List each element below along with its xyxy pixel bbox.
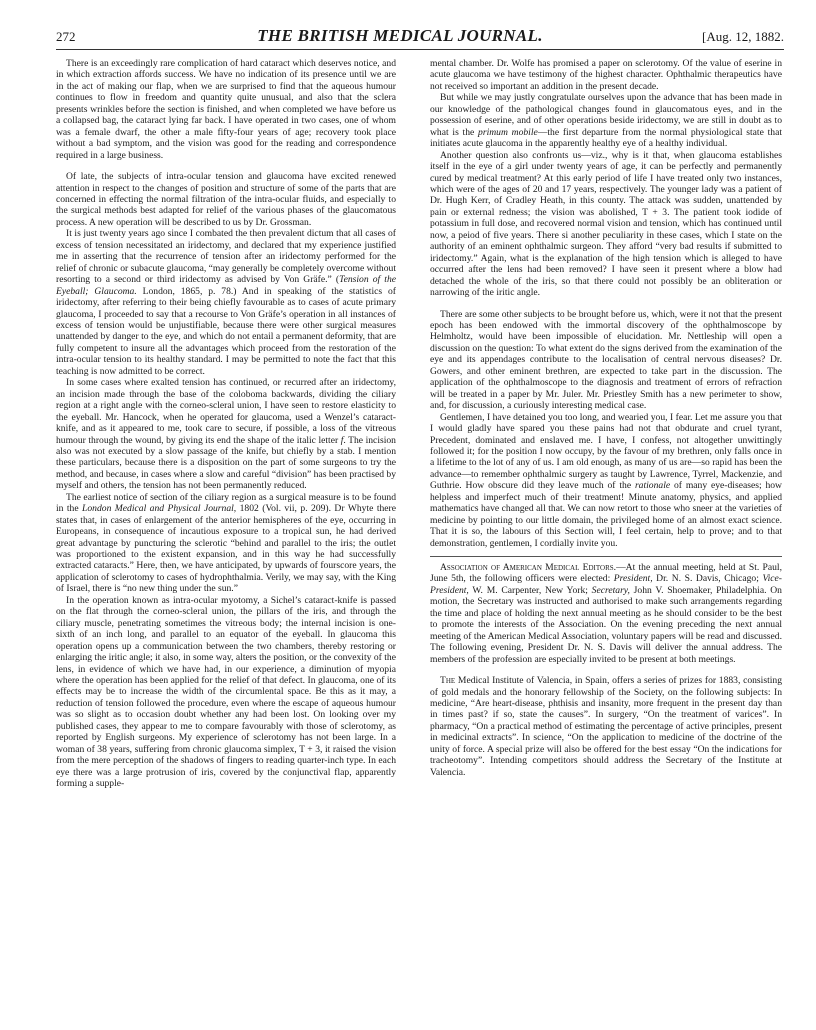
paragraph-twenty-years-ago: [56, 228, 396, 377]
text-run: —At the annual meeting, held at St. Paul, June 5th, the following officers were elected:: [430, 562, 782, 585]
italic-letter: f: [340, 434, 344, 446]
paragraph-another-question: Another question also confronts us—viz., why is it that, when glaucoma establishes itself in the eye of a girl under twenty years of age, it can be perfectly and permanently cured by medical treatment? At this early period of life I have treated only two instances, which were of the ages of 20 and 17 years, respectively. The younger lady was a patient of Dr. Hugh Kerr, of Cradley Heath, in this county. The attack was sudden, unattended by pain or external redness; the vision was abolished, T + 3. The patient took iodide of potassium in full dose, and recovered normal vision and tension, which has continued until now, a peiod of five years. There si another peculiarity in these cases, which I state on the authority of an eminent ophthalmic surgeon. They afford “very bad results if submitted to iridectomy.” Again, what is the explanation of the high tension which is alleged to have occurred after the lens had been removed? I have seen it present where a blow had detached the whole of the iris, so that there could not possibly be an obliteration or narrowing of the iritic angle.: [430, 149, 782, 299]
text-run: But while we may justly congratulate ourselves upon the advance that has been made in our knowledge of the pathological changes found in glaucomatous eyes, and in the possession of eserine, and of other operations beside iridectomy, we are still in doubt as to what is the: [430, 92, 782, 138]
text-run: 1802 (Vol. vii, p. 209). Dr Whyte there states that, in cases of enlargement of the anterior hemispheres of the eye, occurring in Europeans, in consequence of incautious exposure to a tropical sun, he had derived great advantage by puncturing the sclerotic “behind and parallel to the iris; the outlet was proportioned to the existent expansion, and in this way he had successfully extracted cataracts.” Here, then, we have anticipated, by upwards of fourscore years, the application of sclerotomy to cases of hydrophthalmia. Verily, we may say, with the King of Israel, there is “no new thing under the sun.”: [56, 503, 396, 595]
text-run: Medical Institute of Valencia, in Spain, offers a series of prizes for 1883, consisting of gold medals and the honorary fellowship of the Society, on the following subjects: In medicine, “Are heart-disease, phthisis and insanity, more frequent in the present day than in times past? if so, state the causes”. In surgery, “On the treatment of varices”. In pharmacy, “On a practical method of estimating the percentage of active principles, present in medicinal extracts”. In science, “On the application to medicine of the doctrine of the unity of force. A special prize will also be offered for the best essay “On the indications for tracheotomy”. Intending competitors should address the Secretary of the Institute at Valencia.: [430, 675, 782, 778]
text-run: It is just twenty years ago since I combated the then prevalent dictum that all cases of excess of tension necessitated an iridectomy, and declared that my experience justified me in asserting that the recurrence of tension after an iridectomy performed for the relief of chronic or subacute glaucoma, “may generally be completely overcome without resorting to a second or third iridectomy as advised by Von Gräfe.” (: [56, 228, 396, 286]
paragraph-gentlemen: [430, 412, 782, 549]
label-secretary: Secretary,: [591, 584, 630, 596]
paragraph-intraocular-tension: Of late, the subjects of intra-ocular tension and glaucoma have excited renewed attention in respect to the changes of position and structure of some of the parts that are concerned in effecting the normal filtration of the intra-ocular fluids, and especially to the surgical methods best adapted for relief of the various phases of the glaucomatous process. A new operation will be described to us by Dr. Grossman.: [56, 171, 396, 228]
text-run: of many eye-diseases; how helpless and imperfect much of their treatment! Minute anatomy, physics, and applied mathematics have changed all that. We can now retort to those who sneer at the varieties of medicine by pointing to our little domain, the privileged home of an almost exact science. That it is so, the labours of this Section will, I feel certain, help to prove; and to that demonstration, gentlemen, I cordially invite you.: [430, 480, 782, 549]
journal-title: THE BRITISH MEDICAL JOURNAL.: [257, 26, 543, 45]
text-run: —the first departure from the normal physiological state that initiates acute glaucoma in the apparently healthy eye of a healthy individual.: [430, 126, 782, 150]
term-rationale: rationale: [634, 480, 671, 492]
text-run: Gentlemen, I have detained you too long, and wearied you, I fear. Let me assure you that I would gladly have spared you these pains had not that obdurate and cruel tyrant, Precedent, dominated and enslaved me. I have, I confess, not altogether unwittingly followed it; for the position I now occupy, by the favour of my brethren, only falls once in a lifetime to the lot of any of us. I am old enough, as many of us are—so rapid has been the advance—to remember ophthalmic surgery as taught by Lawrence, Tyrrel, Mackenzie, and Guthrie. How obscure did they leave much of the: [430, 411, 782, 492]
section-divider: [430, 556, 782, 557]
lead-word: The: [440, 675, 456, 687]
paragraph-earliest-notice: [56, 492, 396, 595]
paragraph-medical-editors: [430, 562, 782, 665]
text-run: The earliest notice of section of the ciliary region as a surgical measure is to be found in the: [56, 491, 396, 515]
label-vice-president: Vice-President,: [430, 573, 782, 596]
text-run: Dr. N. S. Davis, Chicago;: [652, 573, 763, 585]
paragraph-valencia-institute: [430, 675, 782, 778]
paragraph-other-subjects: There are some other subjects to be brought before us, which, were it not that the present epoch has been endowed with the immortal discovery of the ophthalmoscope by Helmholtz, would have been impossible of elucidation. Mr. Nettleship will open a discussion on the question: To what extent do the signs derived from the examination of the eye and its appendages contribute to the localisation of central nervous diseases? Dr. Gowers, and other eminent brethren, are expected to take part in the discussion. The application of the ophthalmoscope to the diagnosis and treatment of errors of refraction will be treated in a paper by Mr. Juler. Mr. Priestley Smith has a new perimeter to show, and, for discussion, a curiously interesting medical case.: [430, 308, 782, 412]
left-column: [56, 58, 396, 1020]
label-president: President,: [613, 573, 653, 585]
paragraph-exalted-tension: [56, 377, 396, 492]
running-header: [56, 26, 784, 48]
right-column: [430, 58, 782, 1020]
paragraph-primum-mobile: [430, 92, 782, 149]
citation-london-medical-journal: London Medical and Physical Journal,: [82, 503, 237, 515]
paragraph-hard-cataract: There is an exceedingly rare complication of hard cataract which deserves notice, and in which extraction affords success. We have no indication of its presence until we are in the act of making our flap, when we are surprised to find that the aqueous humour continues to flow in freedom and quantity quite unusual, and also that the sclera presents wrinkles before the section is finished, and when completed we have before us a collapsed bag, the cataract lying far back. I have operated in two cases, one of whom was a female dwarf, the other a male fifty-four years of age; recovery took place without a bad symptom, and the vision was good for the reading and correspondence required in a large business.: [56, 58, 396, 161]
paragraph-continued-sclerotomy: mental chamber. Dr. Wolfe has promised a paper on sclerotomy. Of the value of eserine in acute glaucoma we have testimony of the highest character. Ophthalmic therapeutics have not received so important an addition in the present decade.: [430, 58, 782, 92]
paragraph-intraocular-myotomy: In the operation known as intra-ocular myotomy, a Sichel’s cataract-knife is passed on the flat through the corneo-scleral union, the pillars of the iris, and through the ciliary muscle, penetrating sometimes the vitreous body; the internal incision is one-sixth of an inch long, and parallel to an equator of the eyeball. In glaucoma this operation opens up a communication between the two chambers, thereby restoring or enlarging the iritic angle; it also, in some way, alters the position, or the convexity of the lens, in evidence of which we have had, in our experience, a diminution of myopia where the operation has been applied for the relief of that defect. In glaucoma, one of its effects may be to increase the width of the circumlental space. Be this as it may, a reduction of tension followed the procedure, even where the escape of aqueous humour was so slight as to occasion doubt whether any had been lost. On looking over my published cases, they appear to me to compare favourably with those of sclerotomy, as reported by English surgeons. My experience of sclerotomy has not been large. In a woman of 38 years, suffering from chronic glaucoma simplex, T + 3, it raised the vision from the mere perception of the shadows of fingers to reading quarter-inch type. In each eye there was a large protrusion of iris, covered by the conjunctival flap, apparently forming a supple-: [56, 594, 396, 790]
text-run: London, 1865, p. 78.) And in speaking of the statistics of iridectomy, after referring to their being chiefly favourable as to cases of acute primary glaucoma, I proceeded to say that a recourse to Von Gräfe’s operation in all instances of excess of tension would be unjustifiable, because there were other surgical measures unattended by danger to the eye, and which do not entail a permanent deformity, that are fully competent to insure all the advantages which proceed from the restoration of the intra-ocular tension to its healthy standard. I may be permitted to note the fact that this teaching is now admitted to be correct.: [56, 285, 396, 377]
header-rule: [56, 49, 784, 50]
citation-tension-of-eyeball: Tension of the Eyeball; Glaucoma.: [56, 274, 396, 297]
text-run: In some cases where exalted tension has continued, or recurred after an iridectomy, an incision made through the base of the coloboma backwards, dividing the ciliary region at a right angle with the corneo-scleral union, I have seen to restore elasticity to the eyeball. Mr. Hancock, when he operated for glaucoma, used a Wenzel’s cataract-knife, and as it appeared to me, took care to secure, if possible, a loss of the vitreous humour through the wound, by giving its end the shape of the italic letter: [56, 377, 396, 446]
section-heading: Association of American Medical Editors.: [440, 562, 617, 574]
issue-date: [Aug. 12, 1882.: [702, 29, 784, 44]
text-run: W. M. Carpenter, New York;: [468, 584, 592, 596]
text-run: John V. Shoemaker, Philadelphia. On motion, the Secretary was instructed and authorised to make such arrangements regarding the time and place of holding the next annual meeting as he should consider to be the best to promote the interests of the Association. On the evening preceding the next annual meeting of the American Medical Association, voluntary papers will be read and discussed. The following evening, President Dr. N. S. Davis will deliver the annual address. The members of the profession are especially invited to be present at both meetings.: [430, 584, 782, 665]
text-run: . The incision also was not executed by a slow passage of the knife, but chiefly by a stab. I mention these particulars, because there is a disposition on the part of some surgeons to try the method, and because, in cases where a slow and careful “division” has been practised by myself and others, the tension has not been permanently reduced.: [56, 434, 396, 492]
page-number: 272: [56, 29, 76, 44]
term-primum-mobile: primum mobile: [478, 126, 538, 138]
